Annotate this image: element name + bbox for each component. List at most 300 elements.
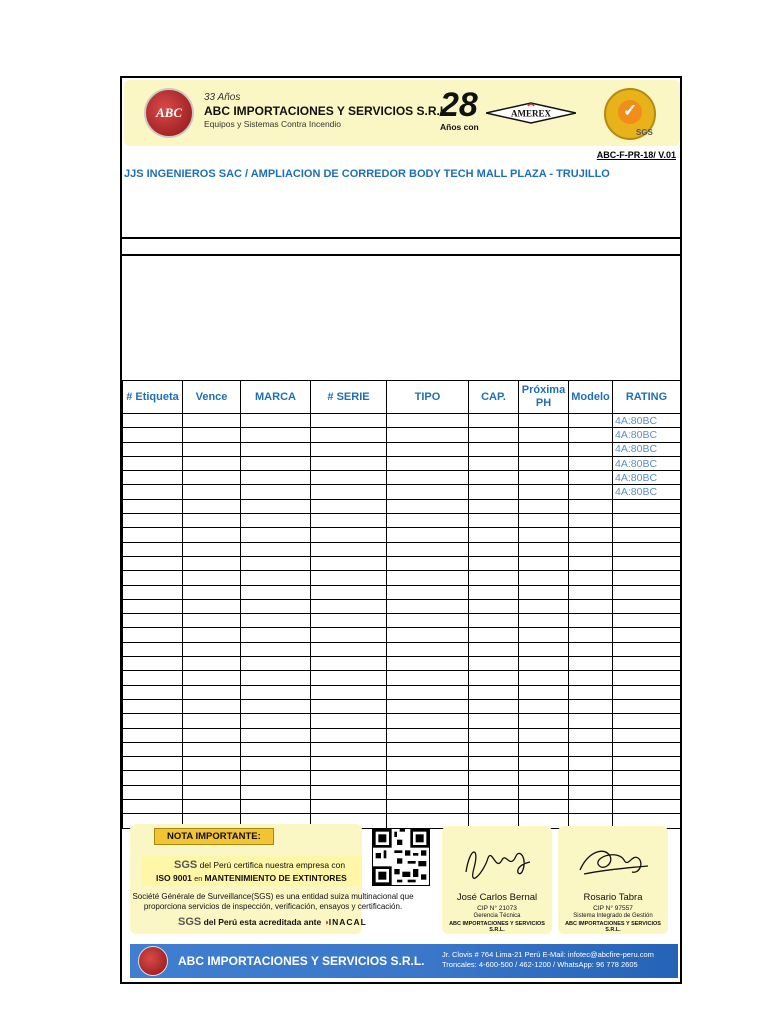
cert-line1: del Perú certifica nuestra empresa con [199, 860, 346, 870]
table-cell[interactable] [123, 757, 183, 771]
table-cell[interactable] [311, 542, 387, 556]
table-cell[interactable] [469, 728, 519, 742]
table-cell[interactable] [569, 800, 613, 814]
table-cell[interactable] [183, 800, 241, 814]
table-cell[interactable] [123, 471, 183, 485]
project-title: JJS INGENIEROS SAC / AMPLIACION DE CORREDOR BODY TECH MALL PLAZA - TRUJILLO [124, 168, 610, 180]
company-years: 33 Años [204, 92, 241, 103]
table-row [123, 614, 681, 628]
table-cell[interactable] [469, 471, 519, 485]
table-cell[interactable] [311, 714, 387, 728]
table-cell[interactable] [183, 542, 241, 556]
table-cell[interactable] [469, 428, 519, 442]
table-cell[interactable] [569, 642, 613, 656]
table-cell[interactable] [519, 642, 569, 656]
table-cell[interactable] [519, 542, 569, 556]
table-cell[interactable] [123, 699, 183, 713]
table-cell[interactable] [387, 528, 469, 542]
table-cell[interactable] [469, 556, 519, 570]
signer-company: ABC IMPORTACIONES Y SERVICIOS S.R.L. [449, 921, 545, 933]
table-cell[interactable] [519, 442, 569, 456]
table-cell[interactable] [613, 642, 681, 656]
table-cell[interactable] [241, 571, 311, 585]
table-cell[interactable] [241, 685, 311, 699]
table-cell[interactable] [183, 414, 241, 428]
table-cell[interactable] [123, 499, 183, 513]
table-cell[interactable] [387, 556, 469, 570]
table-cell[interactable] [311, 728, 387, 742]
table-cell[interactable] [123, 599, 183, 613]
table-cell[interactable] [469, 771, 519, 785]
table-cell[interactable] [569, 599, 613, 613]
table-row [123, 442, 681, 456]
table-cell[interactable] [241, 442, 311, 456]
table-cell[interactable] [241, 757, 311, 771]
signer-cip: CIP N° 21073 [477, 905, 517, 912]
table-cell[interactable] [311, 499, 387, 513]
table-cell[interactable] [123, 628, 183, 642]
sgs-description: Société Générale de Surveillance(SGS) es una entidad suiza multinacional que proporciona servicios de inspección, verificación, ensayos y certificación. [132, 892, 414, 911]
table-cell[interactable] [613, 599, 681, 613]
table-cell[interactable] [241, 671, 311, 685]
table-cell[interactable] [387, 757, 469, 771]
table-cell[interactable] [123, 542, 183, 556]
table-cell[interactable] [183, 571, 241, 585]
table-cell[interactable] [613, 685, 681, 699]
table-cell[interactable] [469, 585, 519, 599]
table-cell[interactable] [519, 685, 569, 699]
table-cell[interactable] [241, 714, 311, 728]
table-cell[interactable] [569, 628, 613, 642]
table-cell[interactable] [569, 414, 613, 428]
table-cell[interactable] [569, 485, 613, 499]
table-cell[interactable] [387, 614, 469, 628]
table-cell[interactable] [183, 485, 241, 499]
table-cell[interactable] [183, 757, 241, 771]
company-name: ABC IMPORTACIONES Y SERVICIOS S.R.L. [204, 104, 451, 118]
table-cell[interactable]: 4A:80BC [613, 428, 681, 442]
table-cell[interactable] [519, 728, 569, 742]
table-cell[interactable] [469, 657, 519, 671]
table-cell[interactable] [387, 471, 469, 485]
table-cell[interactable] [387, 542, 469, 556]
table-cell[interactable] [387, 585, 469, 599]
table-cell[interactable] [469, 785, 519, 799]
bar-address-line[interactable]: Jr. Clovis # 764 Lima-21 Perú E-Mail: infotec@abcfire-peru.com [442, 950, 654, 959]
table-cell[interactable] [311, 414, 387, 428]
table-cell[interactable] [519, 514, 569, 528]
accredited-text: del Perú esta acreditada ante [203, 917, 322, 927]
col-cap: CAP. [469, 381, 519, 414]
signature-block-1 [442, 826, 552, 934]
table-cell[interactable] [569, 556, 613, 570]
table-cell[interactable]: 4A:80BC [613, 471, 681, 485]
table-cell[interactable] [387, 571, 469, 585]
table-cell[interactable] [123, 657, 183, 671]
table-cell[interactable] [123, 442, 183, 456]
table-cell[interactable] [519, 785, 569, 799]
table-cell[interactable] [241, 414, 311, 428]
bar-address [442, 950, 654, 970]
table-row [123, 456, 681, 470]
table-cell[interactable] [183, 714, 241, 728]
table-cell[interactable] [241, 471, 311, 485]
table-cell[interactable] [469, 442, 519, 456]
table-cell[interactable] [183, 499, 241, 513]
table-cell[interactable] [123, 800, 183, 814]
table-cell[interactable] [613, 514, 681, 528]
table-cell[interactable] [519, 499, 569, 513]
table-cell[interactable] [311, 757, 387, 771]
table-cell[interactable] [387, 499, 469, 513]
table-cell[interactable] [183, 628, 241, 642]
table-cell[interactable] [469, 714, 519, 728]
table-row [123, 671, 681, 685]
table-cell[interactable] [311, 614, 387, 628]
table-cell[interactable] [519, 800, 569, 814]
table-cell[interactable] [183, 528, 241, 542]
table-cell[interactable] [123, 685, 183, 699]
table-cell[interactable] [123, 771, 183, 785]
table-cell[interactable] [569, 456, 613, 470]
amerex-years: 28 [440, 86, 478, 124]
table-cell[interactable] [519, 528, 569, 542]
table-cell[interactable] [183, 442, 241, 456]
table-cell[interactable] [613, 699, 681, 713]
table-cell[interactable] [569, 528, 613, 542]
table-cell[interactable] [241, 728, 311, 742]
table-cell[interactable] [241, 657, 311, 671]
table-cell[interactable] [311, 628, 387, 642]
cert-iso: ISO 9001 [156, 873, 192, 883]
table-cell[interactable] [311, 699, 387, 713]
table-cell[interactable] [519, 757, 569, 771]
table-cell[interactable] [123, 414, 183, 428]
table-cell[interactable] [183, 771, 241, 785]
table-cell[interactable]: 4A:80BC [613, 414, 681, 428]
table-row [123, 528, 681, 542]
table-cell[interactable] [241, 514, 311, 528]
table-cell[interactable] [569, 585, 613, 599]
table-cell[interactable] [123, 714, 183, 728]
table-cell[interactable] [387, 728, 469, 742]
table-cell[interactable] [387, 642, 469, 656]
table-row [123, 428, 681, 442]
table-cell[interactable] [519, 471, 569, 485]
table-cell[interactable] [183, 728, 241, 742]
table-cell[interactable] [183, 699, 241, 713]
table-cell[interactable] [519, 585, 569, 599]
table-cell[interactable] [311, 742, 387, 756]
table-cell[interactable] [519, 699, 569, 713]
table-cell[interactable] [569, 542, 613, 556]
table-cell[interactable] [387, 742, 469, 756]
table-cell[interactable] [469, 642, 519, 656]
table-cell[interactable] [123, 485, 183, 499]
table-cell[interactable] [387, 685, 469, 699]
table-cell[interactable] [387, 699, 469, 713]
table-cell[interactable] [387, 442, 469, 456]
table-cell[interactable] [387, 671, 469, 685]
table-cell[interactable] [241, 614, 311, 628]
table-cell[interactable]: 4A:80BC [613, 442, 681, 456]
table-cell[interactable] [569, 657, 613, 671]
table-cell[interactable] [387, 628, 469, 642]
table-cell[interactable] [469, 599, 519, 613]
divider [122, 237, 680, 239]
table-cell[interactable] [613, 542, 681, 556]
table-cell[interactable] [613, 499, 681, 513]
table-cell[interactable] [569, 571, 613, 585]
table-cell[interactable] [469, 414, 519, 428]
table-cell[interactable] [569, 771, 613, 785]
table-cell[interactable] [569, 728, 613, 742]
table-cell[interactable]: 4A:80BC [613, 456, 681, 470]
table-cell[interactable] [183, 556, 241, 570]
table-cell[interactable] [183, 428, 241, 442]
table-cell[interactable] [241, 771, 311, 785]
table-cell[interactable] [519, 614, 569, 628]
table-row [123, 628, 681, 642]
table-cell[interactable] [613, 556, 681, 570]
table-cell[interactable] [519, 714, 569, 728]
table-cell[interactable] [123, 514, 183, 528]
table-cell[interactable] [311, 771, 387, 785]
table-cell[interactable] [241, 542, 311, 556]
table-cell[interactable] [613, 785, 681, 799]
table-cell[interactable] [569, 671, 613, 685]
table-cell[interactable] [241, 499, 311, 513]
table-cell[interactable] [123, 785, 183, 799]
table-cell[interactable] [469, 699, 519, 713]
table-cell[interactable] [519, 628, 569, 642]
table-cell[interactable] [613, 614, 681, 628]
table-cell[interactable] [311, 428, 387, 442]
table-header-row [123, 381, 681, 414]
table-row [123, 642, 681, 656]
table-row [123, 571, 681, 585]
table-cell[interactable] [241, 585, 311, 599]
table-cell[interactable] [123, 728, 183, 742]
table-cell[interactable] [613, 728, 681, 742]
table-cell[interactable] [311, 585, 387, 599]
table-cell[interactable] [387, 414, 469, 428]
table-cell[interactable] [613, 714, 681, 728]
table-cell[interactable] [519, 571, 569, 585]
table-cell[interactable] [469, 757, 519, 771]
table-cell[interactable] [519, 742, 569, 756]
table-cell[interactable] [183, 471, 241, 485]
table-cell[interactable] [387, 456, 469, 470]
table-cell[interactable] [311, 556, 387, 570]
table-cell[interactable] [311, 514, 387, 528]
table-cell[interactable] [311, 485, 387, 499]
table-cell[interactable] [613, 571, 681, 585]
table-cell[interactable] [311, 471, 387, 485]
table-cell[interactable] [519, 657, 569, 671]
table-cell[interactable] [613, 771, 681, 785]
table-cell[interactable] [469, 685, 519, 699]
table-cell[interactable] [183, 456, 241, 470]
table-cell[interactable] [311, 671, 387, 685]
table-cell[interactable] [569, 471, 613, 485]
table-cell[interactable] [387, 714, 469, 728]
table-cell[interactable] [241, 556, 311, 570]
table-cell[interactable] [469, 742, 519, 756]
table-cell[interactable] [123, 742, 183, 756]
extinguisher-table [122, 380, 681, 829]
amerex-years-label: Años con [440, 122, 479, 132]
table-cell[interactable] [123, 428, 183, 442]
table-cell[interactable] [311, 685, 387, 699]
table-cell[interactable] [519, 485, 569, 499]
col-proxima-ph: Próxima PH [519, 381, 569, 414]
table-cell[interactable] [311, 800, 387, 814]
contact-bar [130, 944, 678, 978]
table-cell[interactable] [311, 785, 387, 799]
table-cell[interactable] [183, 599, 241, 613]
table-cell[interactable] [613, 800, 681, 814]
table-cell[interactable] [241, 456, 311, 470]
table-cell[interactable] [519, 414, 569, 428]
table-cell[interactable] [613, 528, 681, 542]
table-row [123, 757, 681, 771]
table-cell[interactable] [613, 757, 681, 771]
table-row [123, 599, 681, 613]
table-cell[interactable] [469, 499, 519, 513]
table-cell[interactable] [123, 642, 183, 656]
table-cell[interactable] [183, 785, 241, 799]
table-cell[interactable] [569, 442, 613, 456]
signer-cip: CIP N° 97557 [593, 905, 633, 912]
table-cell[interactable] [183, 742, 241, 756]
table-row [123, 742, 681, 756]
table-row [123, 514, 681, 528]
table-row [123, 699, 681, 713]
table-cell[interactable] [183, 671, 241, 685]
table-cell[interactable] [123, 671, 183, 685]
table-cell[interactable] [183, 657, 241, 671]
table-cell[interactable] [569, 499, 613, 513]
table-cell[interactable] [241, 528, 311, 542]
table-cell[interactable] [123, 456, 183, 470]
table-row [123, 499, 681, 513]
table-cell[interactable] [123, 571, 183, 585]
table-cell[interactable] [469, 571, 519, 585]
table-cell[interactable] [613, 671, 681, 685]
table-cell[interactable] [311, 456, 387, 470]
table-cell[interactable] [311, 657, 387, 671]
table-cell[interactable] [519, 456, 569, 470]
table-cell[interactable] [569, 514, 613, 528]
table-cell[interactable] [311, 442, 387, 456]
signer-company: ABC IMPORTACIONES Y SERVICIOS S.R.L. [565, 921, 661, 933]
table-cell[interactable] [519, 599, 569, 613]
table-cell[interactable] [569, 742, 613, 756]
table-cell[interactable] [387, 657, 469, 671]
table-cell[interactable] [123, 556, 183, 570]
table-cell[interactable] [569, 785, 613, 799]
table-cell[interactable] [241, 642, 311, 656]
table-cell[interactable] [613, 657, 681, 671]
table-cell[interactable] [469, 456, 519, 470]
table-cell[interactable] [241, 599, 311, 613]
table-cell[interactable] [241, 742, 311, 756]
header-banner [124, 80, 680, 146]
table-cell[interactable] [469, 628, 519, 642]
table-row [123, 485, 681, 499]
table-cell[interactable] [241, 485, 311, 499]
table-cell[interactable] [469, 542, 519, 556]
table-cell[interactable] [241, 800, 311, 814]
table-cell[interactable] [519, 771, 569, 785]
table-cell[interactable] [519, 428, 569, 442]
table-cell[interactable] [387, 771, 469, 785]
table-cell[interactable] [469, 800, 519, 814]
table-cell[interactable] [569, 614, 613, 628]
table-cell[interactable] [387, 800, 469, 814]
table-cell[interactable] [613, 742, 681, 756]
table-row [123, 414, 681, 428]
table-cell[interactable] [183, 585, 241, 599]
table-cell[interactable] [311, 599, 387, 613]
table-cell[interactable] [241, 428, 311, 442]
table-row [123, 556, 681, 570]
table-row [123, 585, 681, 599]
table-cell[interactable] [183, 514, 241, 528]
table-cell[interactable] [241, 699, 311, 713]
table-cell[interactable] [569, 685, 613, 699]
table-cell[interactable] [469, 614, 519, 628]
table-cell[interactable] [311, 571, 387, 585]
table-row [123, 771, 681, 785]
signature-icon [458, 842, 536, 880]
table-cell[interactable] [241, 628, 311, 642]
table-cell[interactable] [311, 528, 387, 542]
table-cell[interactable]: 4A:80BC [613, 485, 681, 499]
table-cell[interactable] [387, 599, 469, 613]
table-cell[interactable] [569, 699, 613, 713]
table-cell[interactable] [469, 514, 519, 528]
table-cell[interactable] [519, 556, 569, 570]
signer-name: Rosario Tabra [583, 892, 643, 903]
table-cell[interactable] [387, 785, 469, 799]
table-cell[interactable] [387, 514, 469, 528]
table-cell[interactable] [613, 628, 681, 642]
table-cell[interactable] [469, 528, 519, 542]
table-cell[interactable] [183, 614, 241, 628]
table-cell[interactable] [183, 642, 241, 656]
table-cell[interactable] [123, 614, 183, 628]
inspection-form [120, 76, 682, 984]
table-cell[interactable] [387, 485, 469, 499]
table-cell[interactable] [241, 785, 311, 799]
table-cell[interactable] [519, 671, 569, 685]
table-cell[interactable] [311, 642, 387, 656]
table-cell[interactable] [569, 714, 613, 728]
qr-code[interactable] [372, 828, 430, 886]
table-cell[interactable] [183, 685, 241, 699]
table-cell[interactable] [469, 671, 519, 685]
table-cell[interactable] [569, 428, 613, 442]
table-cell[interactable] [469, 485, 519, 499]
table-cell[interactable] [613, 585, 681, 599]
table-cell[interactable] [123, 585, 183, 599]
table-cell[interactable] [123, 528, 183, 542]
signature-block-2 [558, 826, 668, 934]
table-cell[interactable] [569, 757, 613, 771]
table-cell[interactable] [387, 428, 469, 442]
